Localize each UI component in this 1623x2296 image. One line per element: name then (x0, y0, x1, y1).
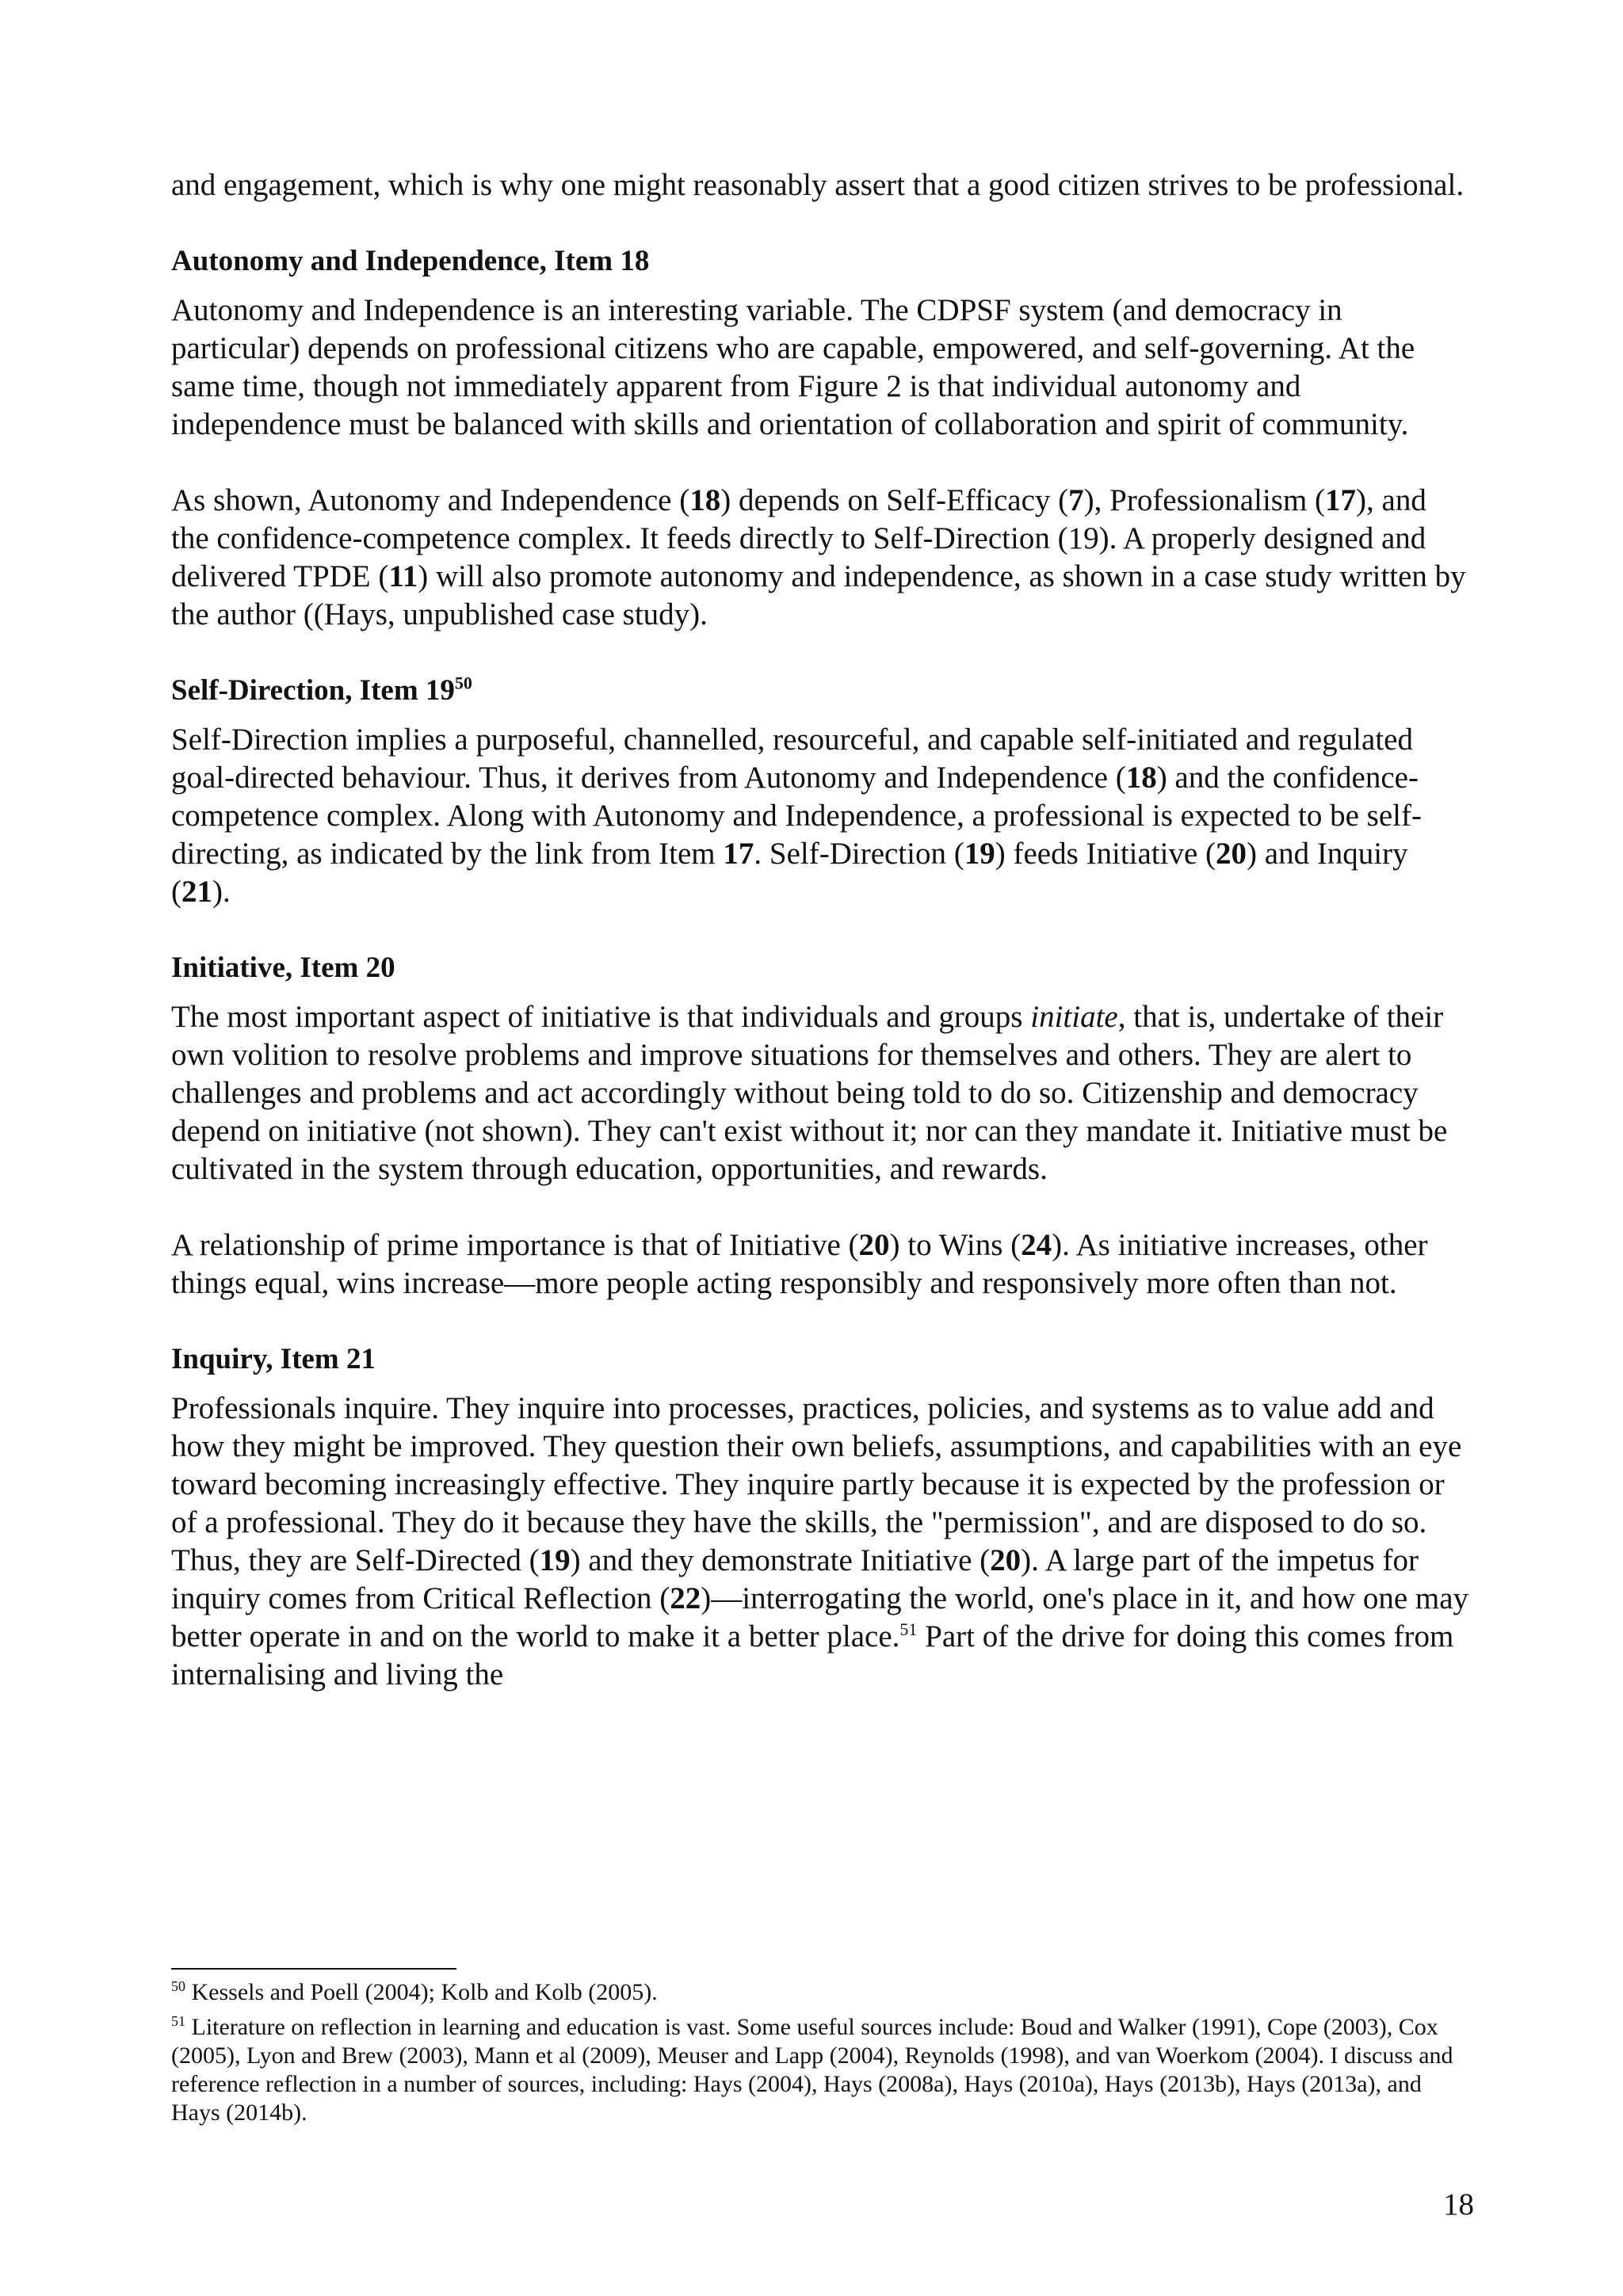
intro-paragraph: and engagement, which is why one might reasonably assert that a good citizen strives to be professional. (171, 168, 1465, 202)
heading-item-21: Inquiry, Item 21 (171, 1343, 376, 1375)
item-18-paragraph-1: Autonomy and Independence is an interesting variable. The CDPSF system (and democracy in particular) depends on professional citizens who are capable, empowered, and self-governing. At the same time, though not immediately apparent from Figure 2 is that individual autonomy and independence must be balanced with skills and orientation of collaboration and spirit of community. (171, 293, 1415, 441)
page-number: 18 (1443, 2187, 1474, 2222)
item-20-paragraph-2: A relationship of prime importance is that of Initiative (20) to Wins (24). As initiative increases, other things equal, wins increase—more people acting responsibly and responsively more often than not. (171, 1228, 1428, 1300)
heading-item-19: Self-Direction, Item $19^{50}$ (171, 673, 472, 707)
footnote-separator (171, 1968, 456, 1970)
item-18-paragraph-2: As shown, Autonomy and Independence (18) depends on Self-Efficacy (7), Professionalism (17), and the confidence-competence complex. It feeds directly to Self-Direction (19). A properly designed and delivered TPDE (11) will also promote autonomy and independence, as shown in a case study written by the author ((Hays, unpublished case study). (171, 483, 1466, 631)
footnote-ref-51[interactable]: 51 (899, 1619, 918, 1639)
heading-item-18: Autonomy and Independence, Item 18 (171, 245, 650, 277)
body-text (171, 166, 1471, 1694)
heading-item-20: Initiative, Item 20 (171, 952, 395, 984)
footnote-51: $^{51}$ Literature on reflection in learning and education is vast. Some useful sources include: Boud and Walker (1991), Cope (2003), Cox (2005), Lyon and Brew (2003), Mann et al (2009), Meuser and Lapp (2004), Reynolds (1998), and van Woerkom (2004). I discuss and reference reflection in a number of sources, including: Hays (2004), Hays (2008a), Hays (2010a), Hays (2013b), Hays (2013a), and Hays (2014b). (171, 2013, 1453, 2126)
footnotes (171, 1978, 1471, 2134)
item-20-paragraph-1: The most important aspect of initiative is that individuals and groups initiate, that is, undertake of their own volition to resolve problems and improve situations for themselves and others. They are alert to challenges and problems and act accordingly without being told to do so. Citizenship and democracy depend on initiative (not shown). They can't exist without it; nor can they mandate it. Initiative must be cultivated in the system through education, opportunities, and rewards. (171, 1000, 1448, 1186)
item-21-paragraph-1: Professionals inquire. They inquire into processes, practices, policies, and systems as to value add and how they might be improved. They question their own beliefs, assumptions, and capabilities with an eye toward becoming increasingly effective. They inquire partly because it is expected by the profession or of a professional. They do it because they have the skills, the "permission", and are disposed to do so. Thus, they are Self-Directed (19) and they demonstrate Initiative (20). A large part of the impetus for inquiry comes from Critical Reflection (22)—interrogating the world, one's place in it, and how one may better operate in and on the world to make it a better place.$^{51}$ Part of the drive for doing this comes from internalising and living the (171, 1391, 1469, 1691)
item-19-paragraph-1: Self-Direction implies a purposeful, channelled, resourceful, and capable self-initiated and regulated goal-directed behaviour. Thus, it derives from Autonomy and Independence (18) and the confidence-competence complex. Along with Autonomy and Independence, a professional is expected to be self-directing, as indicated by the link from Item 17. Self-Direction (19) feeds Initiative (20) and Inquiry (21). (171, 723, 1422, 909)
footnote-ref-50[interactable]: 50 (454, 673, 472, 693)
footnote-50: $^{50}$ Kessels and Poell (2004); Kolb and Kolb (2005). (171, 1978, 658, 2005)
